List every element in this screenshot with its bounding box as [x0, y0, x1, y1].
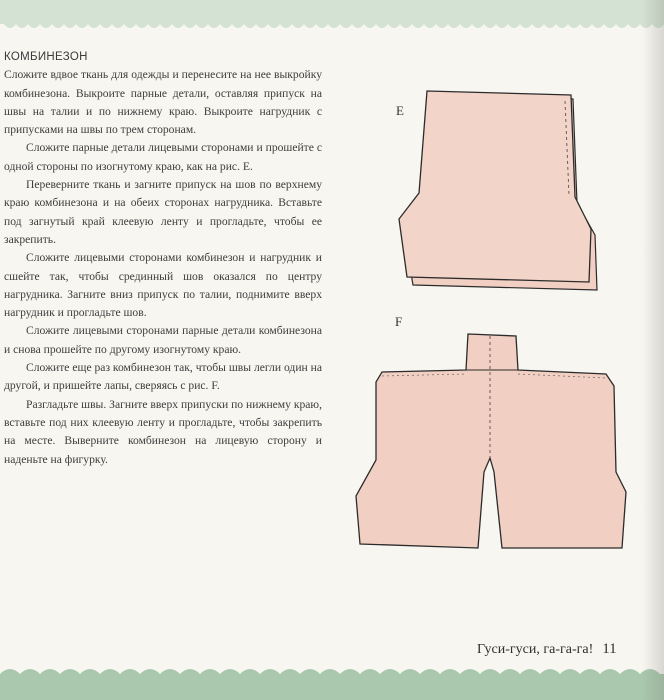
bottom-decorative-band [0, 680, 664, 700]
running-title: Гуси-гуси, га-га-га! [477, 642, 594, 657]
instruction-paragraph: Сложите лицевыми сторонами парные детали комбинезона и снова прошейте по другому изогнутому краю. [4, 324, 322, 356]
page-edge-shadow [642, 0, 664, 700]
section-heading: КОМБИНЕЗОН [4, 51, 88, 63]
instruction-paragraph: Сложите вдвое ткань для одежды и перенесите на нее выкройку комбинезона. Выкроите парные детали, оставляя припуск на швы на талии и по нижнему краю. Выкроите нагрудник с припусками на швы по трем сторонам. [4, 68, 322, 137]
figure-f-assembled-jumpsuit [352, 330, 634, 552]
instruction-paragraph: Разгладьте швы. Загните вверх припуски по нижнему краю, вставьте под них клеевую ленту и прогладьте, чтобы закрепить на месте. Выверните комбинезон на лицевую сторону и наденьте на фигурку. [4, 397, 322, 466]
top-scallop-border [0, 18, 664, 32]
instructions-column [4, 48, 322, 469]
figure-f-label: F [395, 314, 403, 329]
instruction-paragraph: Сложите парные детали лицевыми сторонами и прошейте с одной стороны по изогнутому краю, как на рис. Е. [4, 141, 322, 173]
fabric-piece-front [399, 91, 591, 282]
instruction-paragraph: Сложите лицевыми сторонами комбинезон и нагрудник и сшейте так, чтобы срединный шов оказался по центру нагрудника. Загните вниз припуск по талии, поднимите вверх нагрудник и прогладьте шов. [4, 251, 322, 320]
instruction-paragraph: Переверните ткань и загните припуск на шов по верхнему краю комбинезона и на обеих сторонах нагрудника. Вставьте под загнутый край клеевую ленту и прогладьте, чтобы ее закрепить. [4, 178, 322, 246]
instruction-paragraph: Сложите еще раз комбинезон так, чтобы швы легли один на другой, и пришейте лапы, сверяясь с рис. F. [4, 361, 322, 393]
figure-e-label: E [396, 103, 404, 118]
figure-e-jumpsuit-pieces [375, 85, 605, 297]
page-footer [477, 641, 617, 658]
jumpsuit-body [356, 334, 626, 548]
page-number: 11 [602, 641, 617, 657]
